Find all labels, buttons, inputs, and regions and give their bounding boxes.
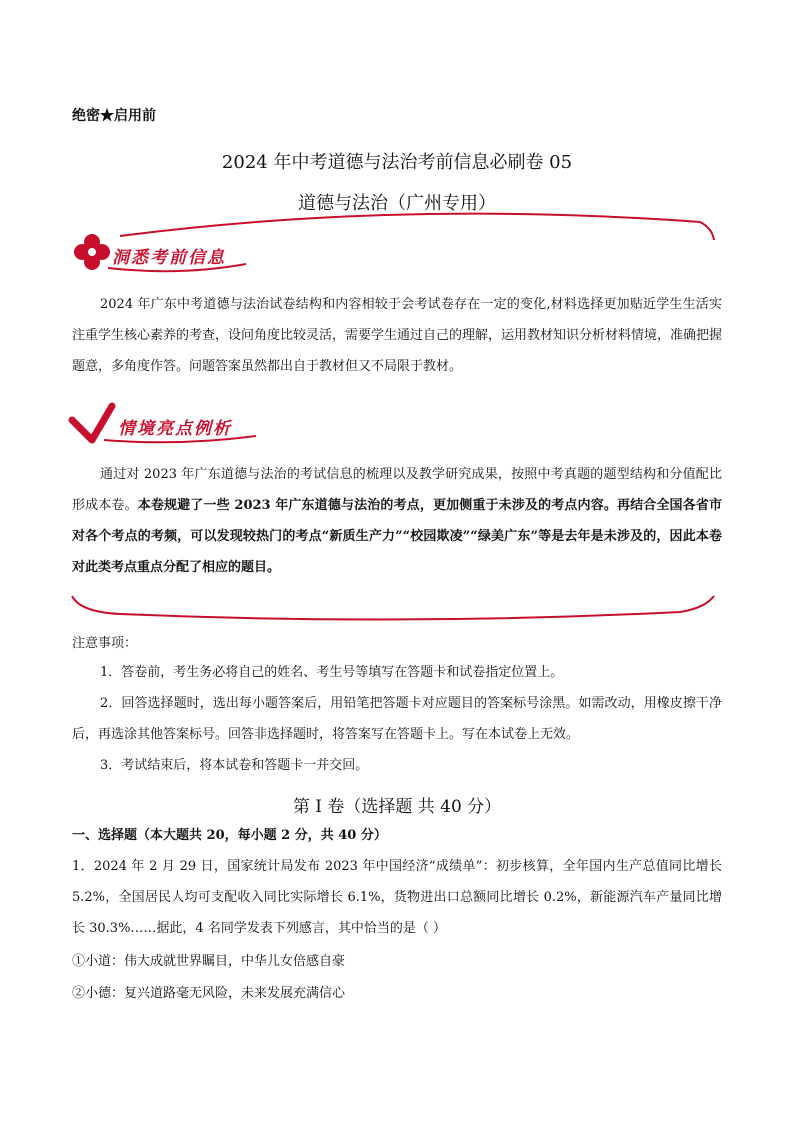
option-1: ①小道：伟大成就世界瞩目，中华儿女倍感自豪: [72, 954, 346, 969]
exam-title: 2024 年中考道德与法治考前信息必刷卷 05: [221, 152, 573, 173]
note-item-3: 3．考试结束后，将本试卷和答题卡一并交回。: [100, 758, 369, 773]
exam-subtitle: 道德与法治（广州专用）: [298, 193, 496, 214]
top-arc-line: [120, 214, 714, 240]
highlights-text-part1: 通过对 2023 年广东道德与法治的考试信息的梳理以及教学研究成果，按照中考真题的题型结构和分值配比形成本卷。: [72, 467, 722, 513]
secret-label: 绝密★启用前: [72, 108, 156, 124]
check-icon: [72, 406, 112, 440]
question-group-heading: 一、选择题（本大题共 20，每小题 2 分，共 40 分）: [72, 828, 387, 843]
question-1: 1．2024 年 2 月 29 日，国家统计局发布 2023 年中国经济“成绩单”：初步核算，全年国内生产总值同比增长 5.2%，全国居民人均可支配收入同比实际增长 6.1%，货物进出口总额同比增长 0.2%，新能源汽车产量同比增长 30.3%……据此，4 名同学发表下列感言，其中恰当的是（ ）: [72, 859, 722, 936]
highlights-paragraph: [72, 459, 722, 583]
option-2: ②小德：复兴道路毫无风险，未来发展充满信心: [72, 986, 346, 1001]
part-title: 第 I 卷（选择题 共 40 分）: [292, 797, 502, 817]
note-item-2: 2．回答选择题时，选出每小题答案后，用铅笔把答题卡对应题目的答案标号涂黑。如需改动，用橡皮擦干净后，再选涂其他答案标号。回答非选择题时，将答案写在答题卡上。写在本试卷上无效。: [72, 696, 722, 742]
bottom-arc-line: [72, 596, 714, 620]
clover-icon: [74, 234, 110, 270]
banner-highlights: 情境亮点例析: [118, 419, 232, 439]
note-item-1: 1．答卷前，考生务必将自己的姓名、考生号等填写在答题卡和试卷指定位置上。: [100, 665, 564, 680]
highlights-text-part2: 本卷规避了一些 2023 年广东道德与法治的考点，更加侧重于未涉及的考点内容。再结合全国各省市对各个考点的考频，可以发现较热门的考点“新质生产力”“校园欺凌”“绿美广东”等是去年是未涉及的，因此本卷对此类考点重点分配了相应的题目。: [72, 498, 722, 575]
notes-heading: 注意事项：: [72, 636, 138, 651]
exam-info-paragraph: 2024 年广东中考道德与法治试卷结构和内容相较于会考试卷存在一定的变化,材料选择更加贴近学生生活实注重学生核心素养的考查，设问角度比较灵活，需要学生通过自己的理解，运用教材知识分析材料情境，准确把握题意，多角度作答。问题答案虽然都出自于教材但又不局限于教材。: [72, 297, 723, 374]
banner-exam-info: 洞悉考前信息: [112, 248, 226, 268]
